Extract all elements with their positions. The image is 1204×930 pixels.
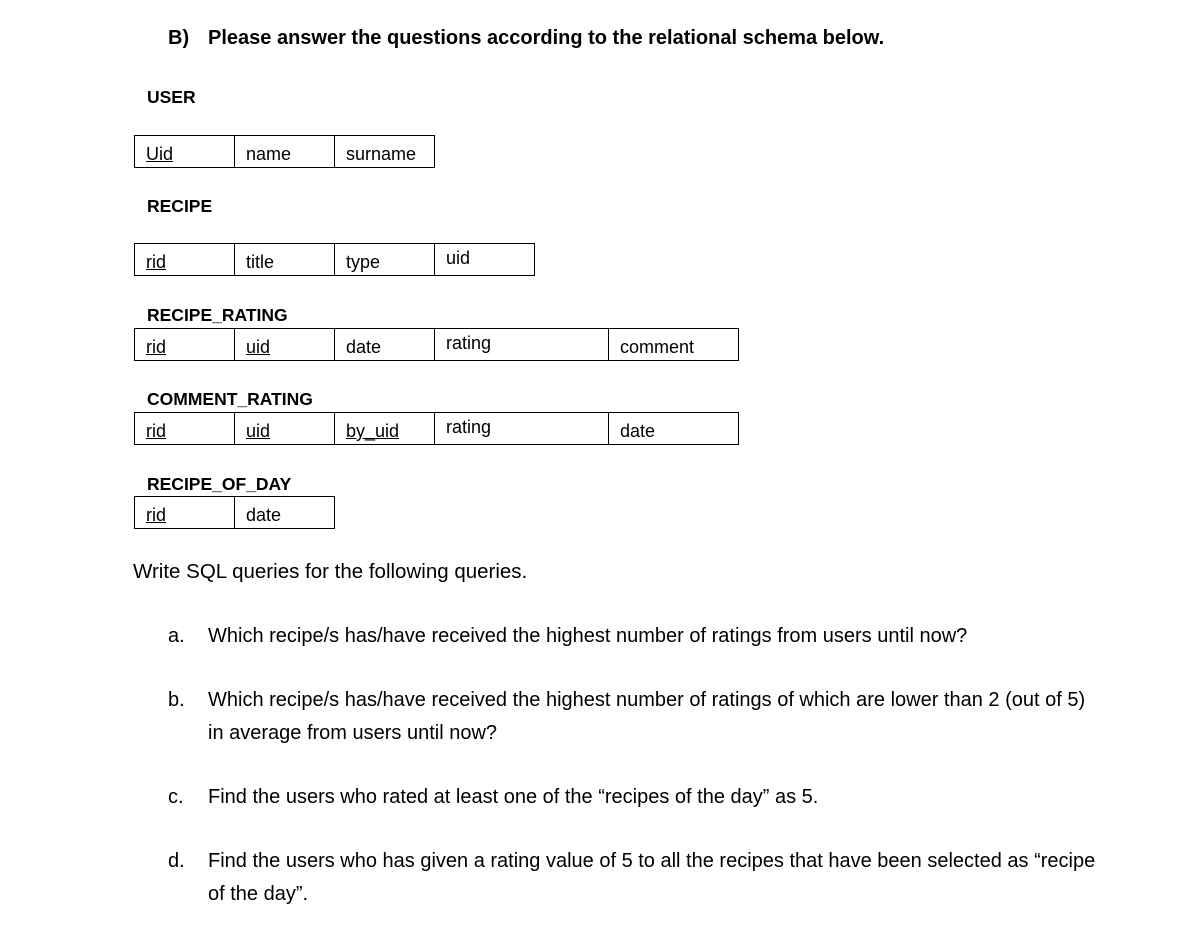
- column-cell: [334, 328, 435, 361]
- section-label: B): [168, 27, 190, 49]
- schema-row-comment-rating: [134, 412, 739, 445]
- column-cell: [434, 328, 609, 361]
- question-item: [168, 684, 1098, 750]
- attribute-label: date: [246, 505, 282, 525]
- attribute-label: surname: [346, 144, 417, 164]
- column-cell: [608, 412, 739, 445]
- primary-key-label: by_uid: [346, 421, 400, 441]
- column-cell: [134, 412, 235, 445]
- attribute-label: comment: [620, 337, 695, 357]
- primary-key-label: rid: [146, 252, 167, 272]
- column-cell: [434, 243, 535, 276]
- primary-key-label: rid: [146, 421, 167, 441]
- schema-row-recipe-of-day: [134, 496, 335, 529]
- column-cell: [234, 135, 335, 168]
- attribute-label: title: [246, 252, 275, 272]
- column-cell: [234, 243, 335, 276]
- question-letter: a.: [168, 625, 185, 647]
- column-cell: [134, 328, 235, 361]
- table-name-recipe-of-day: RECIPE_OF_DAY: [147, 474, 292, 494]
- primary-key-label: rid: [146, 505, 167, 525]
- table-name-recipe-rating: RECIPE_RATING: [147, 305, 288, 325]
- primary-key-label: uid: [246, 337, 271, 357]
- column-cell: [234, 496, 335, 529]
- primary-key-label: uid: [246, 421, 271, 441]
- question-text: Find the users who has given a rating value of 5 to all the recipes that have been selected as “recipe of the day”.: [208, 850, 1096, 905]
- schema-row-recipe: [134, 243, 535, 276]
- schema-row-user: [134, 135, 435, 168]
- column-cell: [234, 412, 335, 445]
- question-letter: b.: [168, 689, 185, 711]
- attribute-label: date: [620, 421, 656, 441]
- attribute-label: type: [346, 252, 381, 272]
- column-cell: [134, 496, 235, 529]
- primary-key-label: rid: [146, 337, 167, 357]
- question-item: [168, 781, 1098, 814]
- schema-row-recipe-rating: [134, 328, 739, 361]
- question-text: Which recipe/s has/have received the highest number of ratings from users until now?: [208, 625, 968, 647]
- instructions-text: Write SQL queries for the following queries.: [133, 560, 528, 583]
- column-cell: [334, 135, 435, 168]
- section-heading: [168, 27, 884, 50]
- table-name-recipe: RECIPE: [147, 196, 213, 216]
- attribute-label: rating: [446, 333, 492, 353]
- attribute-label: date: [346, 337, 382, 357]
- column-cell: [234, 328, 335, 361]
- question-item: [168, 845, 1098, 911]
- column-cell: [334, 412, 435, 445]
- table-name-comment-rating: COMMENT_RATING: [147, 389, 313, 409]
- primary-key-label: Uid: [146, 144, 174, 164]
- attribute-label: rating: [446, 417, 492, 437]
- question-item: [168, 620, 1098, 653]
- column-cell: [608, 328, 739, 361]
- question-letter: d.: [168, 850, 185, 872]
- section-title: Please answer the questions according to the relational schema below.: [208, 27, 885, 49]
- question-letter: c.: [168, 786, 184, 808]
- question-text: Which recipe/s has/have received the highest number of ratings of which are lower than 2 (out of 5) in average from users until now?: [208, 689, 1086, 744]
- column-cell: [134, 135, 235, 168]
- question-text: Find the users who rated at least one of the “recipes of the day” as 5.: [208, 786, 819, 808]
- column-cell: [134, 243, 235, 276]
- attribute-label: uid: [446, 248, 471, 268]
- attribute-label: name: [246, 144, 292, 164]
- column-cell: [434, 412, 609, 445]
- table-name-user: USER: [147, 87, 196, 107]
- column-cell: [334, 243, 435, 276]
